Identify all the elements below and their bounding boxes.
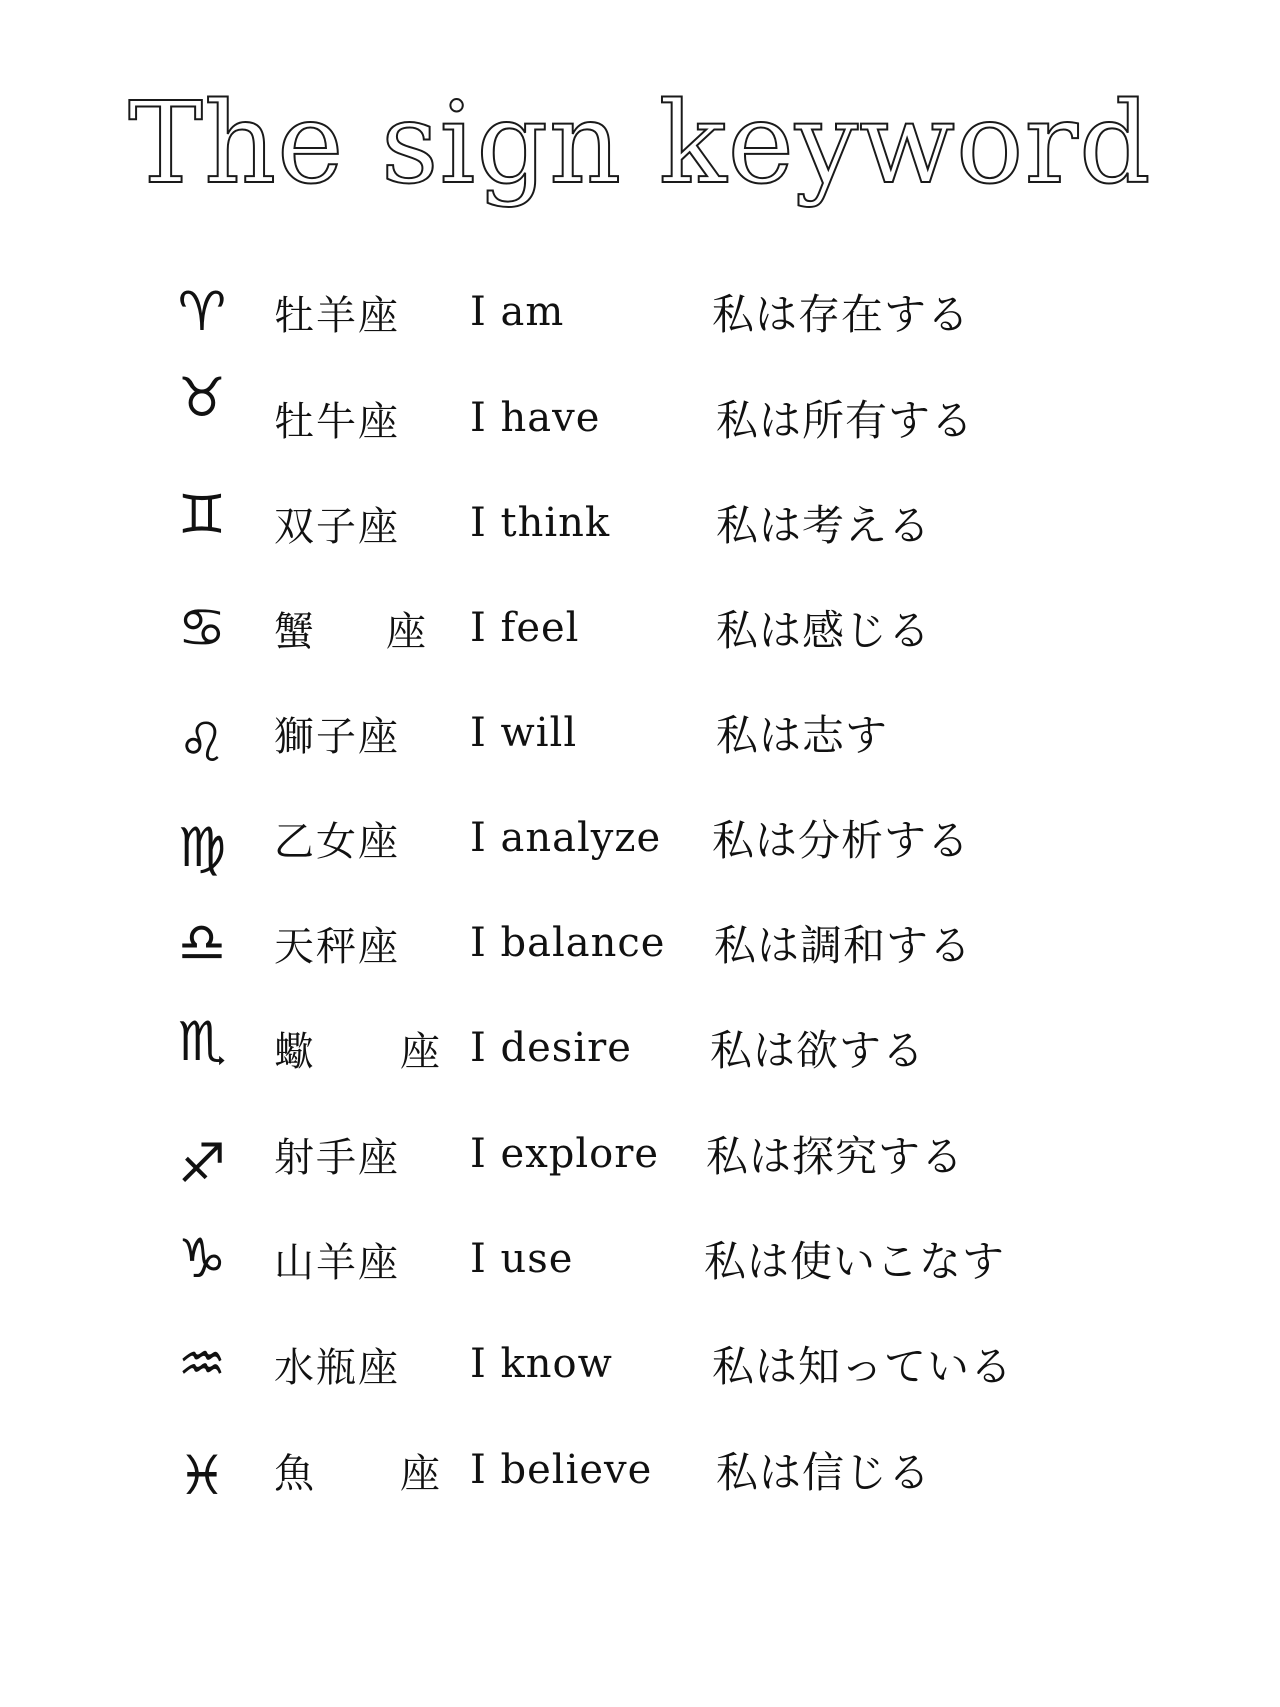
keyword-ja: 私は信じる [716, 1448, 932, 1497]
sign-row-aquarius [0, 1324, 1280, 1404]
keyword-en: I desire [470, 1025, 632, 1071]
gemini-icon: ♊ [177, 483, 227, 546]
capricorn-icon: ♑ [177, 1227, 227, 1290]
sign-name: 天秤座 [274, 923, 400, 970]
keyword-en: I think [470, 500, 611, 546]
sign-name: 山羊座 [274, 1239, 400, 1286]
sagittarius-icon: ♐ [177, 1132, 227, 1195]
sign-name: 牡羊座 [274, 292, 400, 339]
sign-row-sagittarius [0, 1114, 1280, 1194]
aries-icon: ♈ [177, 280, 227, 343]
sign-row-pisces [0, 1430, 1280, 1510]
sign-row-virgo [0, 798, 1280, 878]
libra-icon: ♎ [177, 911, 227, 974]
sign-row-gemini [0, 483, 1280, 563]
cancer-icon: ♋ [177, 596, 227, 659]
keyword-en: I will [470, 710, 578, 756]
keyword-ja: 私は考える [716, 501, 932, 550]
sign-name: 乙女座 [274, 818, 400, 865]
keyword-en: I explore [470, 1131, 660, 1177]
sign-row-capricorn [0, 1219, 1280, 1299]
sign-row-leo [0, 693, 1280, 773]
sign-row-libra [0, 903, 1280, 983]
leo-icon: ♌ [177, 711, 227, 774]
keyword-ja: 私は存在する [712, 290, 971, 339]
sign-row-scorpio [0, 1008, 1280, 1088]
virgo-icon: ♍ [177, 816, 227, 879]
keyword-en: I use [470, 1236, 574, 1282]
scorpio-icon: ♏ [177, 1010, 227, 1073]
sign-name-a: 蟹 [274, 608, 316, 655]
keyword-en: I balance [470, 920, 666, 966]
sign-name [274, 588, 434, 668]
sign-name: 水瓶座 [274, 1344, 400, 1391]
keyword-ja: 私は知っている [712, 1342, 1014, 1391]
keyword-ja: 私は所有する [716, 396, 975, 445]
sign-row-aries [0, 272, 1280, 352]
keyword-ja: 私は分析する [712, 816, 971, 865]
sign-name: 双子座 [274, 503, 400, 550]
sign-name-a: 魚 [274, 1450, 316, 1497]
keyword-ja: 私は調和する [714, 921, 973, 970]
sign-name: 獅子座 [274, 713, 400, 760]
keyword-en: I know [470, 1341, 613, 1387]
aquarius-icon: ♒ [177, 1332, 227, 1395]
keyword-ja: 私は使いこなす [704, 1237, 1006, 1286]
keyword-en: I have [470, 395, 601, 441]
keyword-en: I analyze [470, 815, 662, 861]
sign-name: 射手座 [274, 1134, 400, 1181]
sign-name-b: 座 [400, 1028, 442, 1075]
sign-name-b: 座 [386, 608, 428, 655]
sign-name [274, 1008, 442, 1088]
keyword-ja: 私は欲する [710, 1026, 926, 1075]
keyword-en: I am [470, 289, 565, 335]
sign-name [274, 1430, 442, 1510]
keyword-en: I believe [470, 1447, 653, 1493]
sign-name: 牡牛座 [274, 398, 400, 445]
keyword-ja: 私は志す [716, 711, 889, 760]
sign-row-cancer [0, 588, 1280, 668]
keyword-en: I feel [470, 605, 580, 651]
sign-name-a: 蠍 [274, 1028, 316, 1075]
sign-name-b: 座 [400, 1450, 442, 1497]
keyword-ja: 私は感じる [716, 606, 932, 655]
pisces-icon: ♓ [177, 1444, 227, 1507]
sign-row-taurus [0, 366, 1280, 458]
keyword-ja: 私は探究する [706, 1132, 965, 1181]
taurus-icon: ♉ [177, 366, 227, 429]
page-title: The sign keyword [128, 79, 1152, 209]
